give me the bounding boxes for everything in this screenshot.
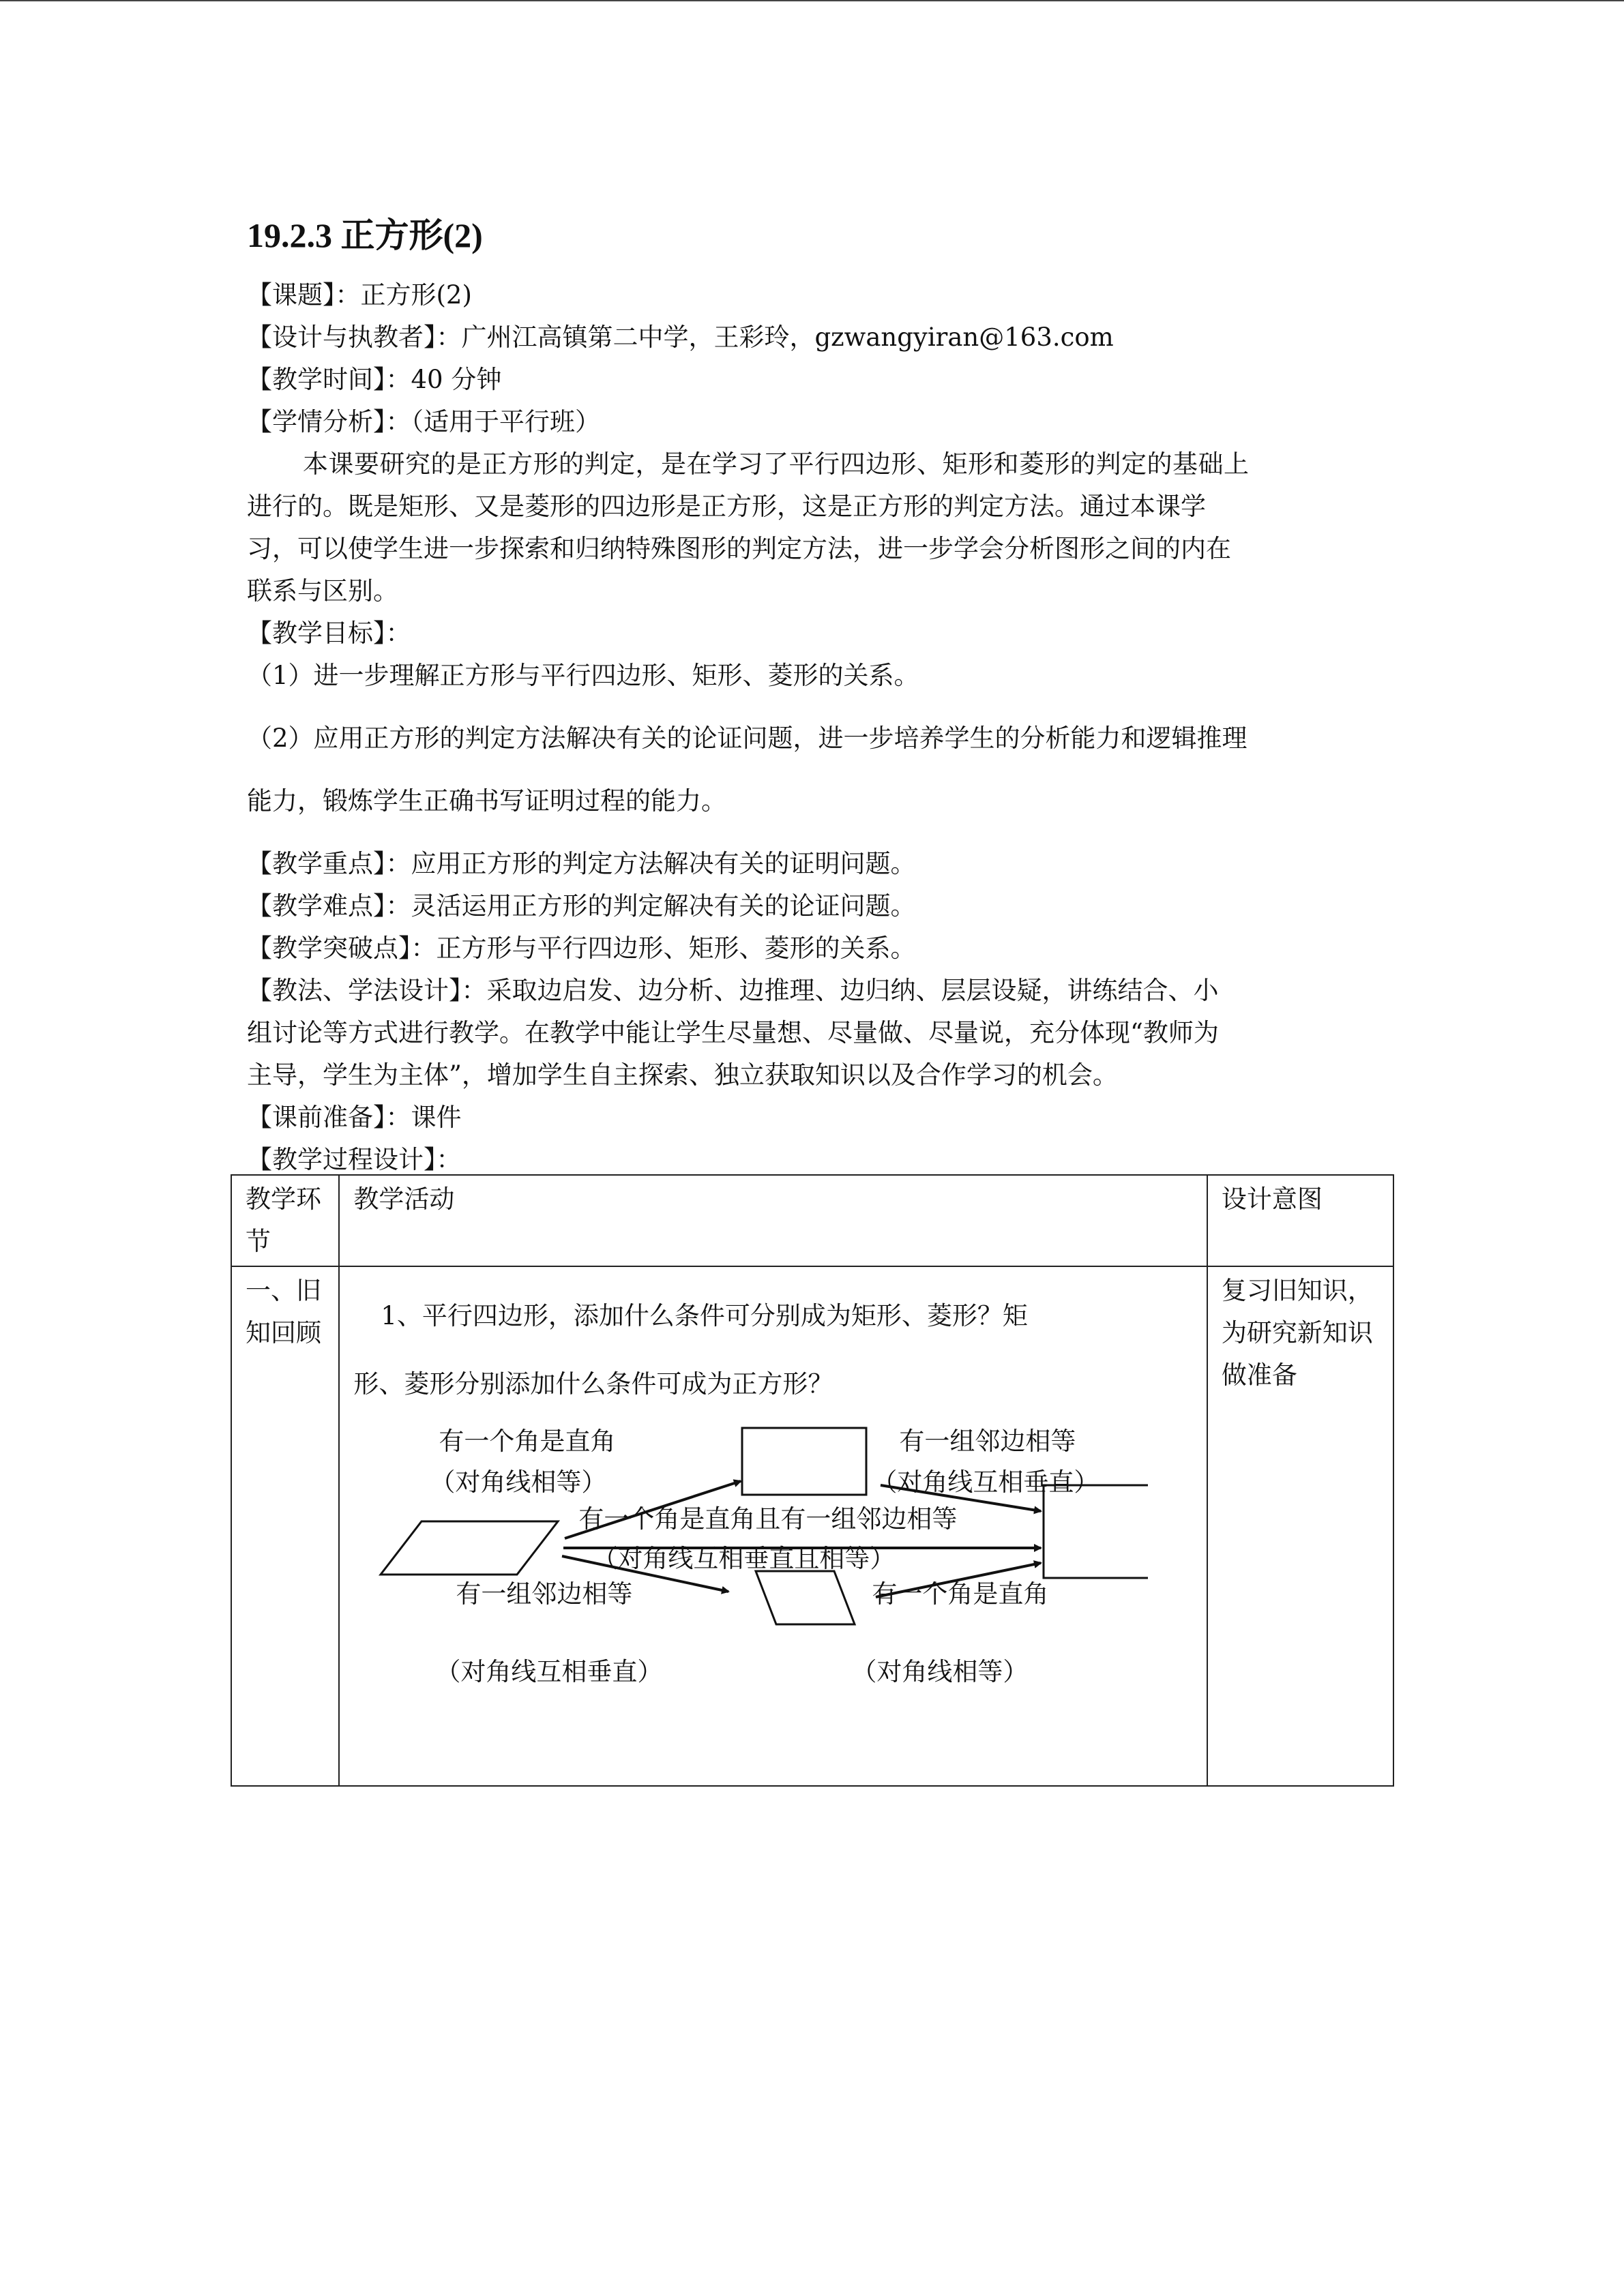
- question-line-2: 形、菱形分别添加什么条件可成为正方形？: [353, 1369, 833, 1399]
- rectangle-shape: [742, 1428, 866, 1495]
- goal-1: （1）进一步理解正方形与平行四边形、矩形、菱形的关系。: [247, 661, 919, 690]
- question-line-1: 1、平行四边形，添加什么条件可分别成为矩形、菱形？矩: [381, 1301, 1028, 1330]
- method-line: 主导，学生为主体”，增加学生自主探索、独立获取知识以及合作学习的机会。: [247, 1060, 1118, 1090]
- breakthrough-line: 【教学突破点】：正方形与平行四边形、矩形、菱形的关系。: [247, 934, 916, 963]
- page-title: 19.2.3 正方形(2): [247, 216, 483, 254]
- label-perpendicular-diagonals: （对角线互相垂直）: [872, 1467, 1099, 1497]
- analysis-line: 本课要研究的是正方形的判定，是在学习了平行四边形、矩形和菱形的判定的基础上: [303, 449, 1250, 479]
- question-text: [353, 1282, 1193, 1418]
- header-activity: 教学活动: [339, 1175, 1207, 1266]
- label-bottom-equal-diagonals: （对角线相等）: [851, 1657, 1029, 1686]
- preparation-line: 【课前准备】：课件: [247, 1103, 462, 1132]
- difficulty-line: 【教学难点】：灵活运用正方形的判定解决有关的论证问题。: [247, 891, 916, 921]
- analysis-line: 习，可以使学生进一步探索和归纳特殊图形的判定方法，进一步学会分析图形之间的内在: [247, 534, 1231, 563]
- goal-2-line-2: 能力，锻炼学生正确书写证明过程的能力。: [247, 786, 726, 816]
- analysis-line: 进行的。既是矩形、又是菱形的四边形是正方形，这是正方形的判定方法。通过本课学: [247, 492, 1206, 521]
- key-point-line: 【教学重点】：应用正方形的判定方法解决有关的证明问题。: [247, 849, 916, 878]
- label-both-conditions: 有一个角是直角且有一组邻边相等: [578, 1504, 958, 1534]
- label-equal-diagonals: （对角线相等）: [430, 1467, 607, 1497]
- goals-heading: 【教学目标】：: [247, 618, 411, 648]
- analysis-paragraph: [247, 443, 1393, 612]
- header-intent: 设计意图: [1207, 1175, 1393, 1266]
- intent-cell: 复习旧知识，为研究新知识做准备: [1207, 1266, 1393, 1786]
- quadrilateral-relation-diagram: [353, 1418, 1148, 1773]
- author-line: 【设计与执教者】：广州江高镇第二中学，王彩玲，gzwangyiran@163.com: [247, 323, 1114, 352]
- analysis-heading: 【学情分析】：（适用于平行班）: [247, 407, 600, 436]
- process-heading: 【教学过程设计】：: [247, 1145, 462, 1174]
- square-shape: [1044, 1485, 1148, 1578]
- header-stage: 教学环节: [231, 1175, 339, 1266]
- stage-cell: 一、旧知回顾: [231, 1266, 339, 1786]
- label-both-diagonal-conditions: （对角线互相垂直且相等）: [592, 1544, 896, 1573]
- label-bottom-perpendicular: （对角线互相垂直）: [435, 1657, 663, 1686]
- topic-line: 【课题】：正方形(2): [247, 280, 472, 310]
- label-adjacent-sides-equal: 有一组邻边相等: [899, 1427, 1076, 1456]
- label-right-angle: 有一个角是直角: [439, 1427, 616, 1456]
- table-header-row: [231, 1175, 1393, 1266]
- rhombus-shape: [756, 1571, 855, 1624]
- label-bottom-right-angle: 有一个角是直角: [872, 1579, 1049, 1609]
- analysis-line: 联系与区别。: [247, 576, 398, 606]
- parallelogram-shape: [381, 1521, 558, 1575]
- activity-cell: [339, 1266, 1207, 1786]
- label-bottom-adjacent-sides: 有一组邻边相等: [456, 1579, 633, 1609]
- document-body: [247, 211, 1393, 1181]
- goal-2-line-1: （2）应用正方形的判定方法解决有关的论证问题，进一步培养学生的分析能力和逻辑推理: [247, 724, 1247, 753]
- method-line: 组讨论等方式进行教学。在教学中能让学生尽量想、尽量做、尽量说，充分体现“教师为: [247, 1018, 1219, 1047]
- table-row: [231, 1266, 1393, 1786]
- method-line: 【教法、学法设计】：采取边启发、边分析、边推理、边归纳、层层设疑，讲练结合、小: [247, 976, 1219, 1005]
- lesson-table: [231, 1174, 1394, 1787]
- page-top-border: [0, 0, 1624, 1]
- time-line: 【教学时间】：40 分钟: [247, 365, 502, 394]
